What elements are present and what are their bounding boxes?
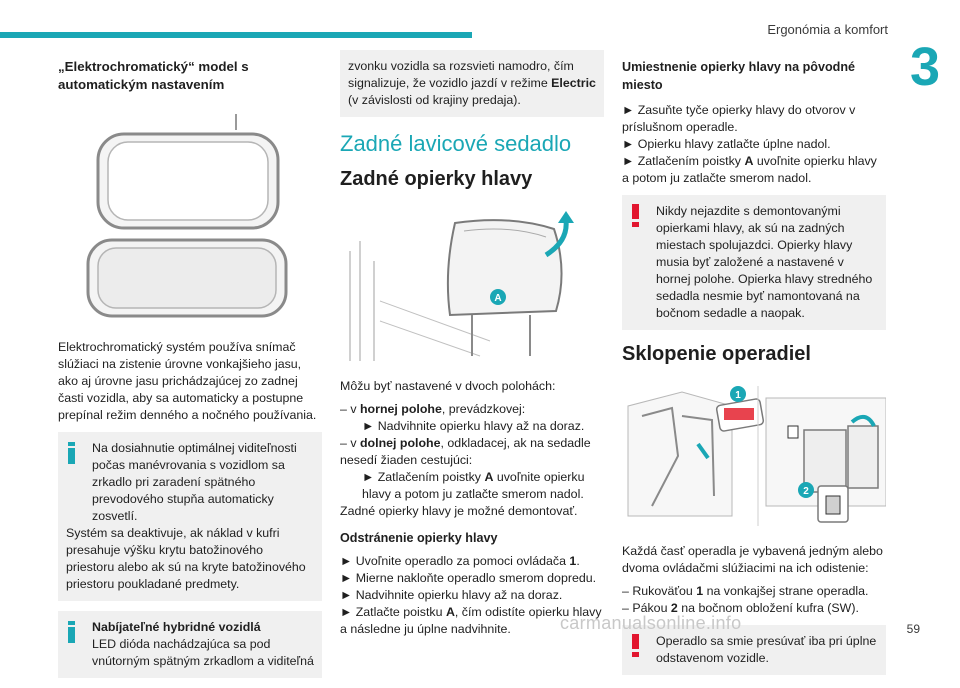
column-1 xyxy=(58,58,322,688)
rear-headrests-heading: Zadné opierky hlavy xyxy=(340,168,533,190)
section-title: Ergonómia a komfort xyxy=(767,22,888,37)
place-step-3: ► Zatlačením poistky A uvoľnite opierku hlavy a potom ju zatlačte smerom nadol. xyxy=(622,154,877,185)
fold-item-2: – Pákou 2 na bočnom obložení kufra (SW). xyxy=(622,601,859,615)
info-icon xyxy=(68,442,75,464)
rear-bench-heading: Zadné lavicové sedadlo xyxy=(340,131,572,156)
hybrid-title: Nabíjateľné hybridné vozidlá xyxy=(92,620,261,634)
column-3 xyxy=(622,58,886,685)
info-text-1: Na dosiahnutie optimálnej viditeľnosti počas manévrovania s vozidlom sa zrkadlo pri zaradení spätného prevodového stupňa automaticky zosvetlí. xyxy=(92,441,297,523)
positions-intro: Môžu byť nastavené v dvoch polohách: xyxy=(340,379,556,393)
info-box-hybrid xyxy=(58,611,322,678)
removal-step-2: ► Mierne nakloňte operadlo smerom dopredu. xyxy=(340,571,597,585)
fold-heading: Sklopenie operadiel xyxy=(622,343,811,365)
seat-fold-illustration xyxy=(622,386,886,526)
column-2 xyxy=(340,50,604,638)
lower-step: ► Zatlačením poistky A uvoľnite opierku hlavy a potom ju zatlačte smerom nadol. xyxy=(362,470,585,501)
removal-title: Odstránenie opierky hlavy xyxy=(340,531,498,545)
chapter-number: 3 xyxy=(909,37,940,97)
upper-step: ► Nadvihnite opierku hlavy až na doraz. xyxy=(362,419,585,433)
lower-position: – v dolnej polohe, odkladacej, ak na sedadle nesedí žiaden cestujúci: xyxy=(340,436,591,467)
info-text-2: Systém sa deaktivuje, ak náklad v kufri presahuje výšku krytu batožinového priestoru alebo ak sú na kryte batožinového priestoru poukladané predmety. xyxy=(66,526,306,591)
warning-text-headrest: Nikdy nejazdite s demontovanými opierkami hlavy, ak sú na zadných miestach spolujazdci. Opierky hlavy musia byť založené a nastavené v hornej polohe. Opierka hlavy stredného sedadla nesmie byť namontovaná na bočnom sedadle a naopak. xyxy=(656,204,873,320)
figure-label-1: 1 xyxy=(735,390,741,401)
removal-step-1: ► Uvoľnite operadlo za pomoci ovládača 1. xyxy=(340,554,580,568)
warning-icon xyxy=(632,634,639,658)
mirror-illustration xyxy=(58,112,322,322)
removal-step-3: ► Nadvihnite opierku hlavy až na doraz. xyxy=(340,588,563,602)
page-number: 59 xyxy=(906,622,920,636)
figure-label-2: 2 xyxy=(803,486,809,497)
fold-item-1: – Rukoväťou 1 na vonkajšej strane operadla. xyxy=(622,584,869,598)
warning-box-headrest xyxy=(622,195,886,330)
electric-box xyxy=(340,50,604,117)
place-step-2: ► Opierku hlavy zatlačte úplne nadol. xyxy=(622,137,831,151)
place-title: Umiestnenie opierky hlavy na pôvodné miesto xyxy=(622,60,856,92)
figure-label-a: A xyxy=(494,293,502,304)
watermark: carmanualsonline.info xyxy=(560,613,742,633)
place-step-1: ► Zasuňte tyče opierky hlavy do otvorov v príslušnom operadle. xyxy=(622,103,856,134)
info-box-mirror xyxy=(58,432,322,601)
header-accent-bar xyxy=(0,32,472,38)
mirror-description: Elektrochromatický systém používa snímač slúžiaci na zistenie úrovne vonkajšieho jasu, ako aj úrovne jasu prichádzajúcej zo zadnej časti vozidla, aby sa automaticky a postupne prepínal režim denného a nočného používania. xyxy=(58,340,317,422)
headrest-illustration xyxy=(340,211,604,361)
upper-position: – v hornej polohe, prevádzkovej: xyxy=(340,402,526,416)
fold-description: Každá časť operadla je vybavená jedným alebo dvoma ovládačmi slúžiacimi na ich odistenie: xyxy=(622,544,883,575)
warning-icon xyxy=(632,204,639,228)
removal-step-4: ► Zatlačte poistku A, čím odistíte opierku hlavy a následne ju úplne nadvihnite. xyxy=(340,605,602,636)
mirror-title: „Elektrochromatický“ model s automatickým nastavením xyxy=(58,59,249,92)
warning-text-fold: Operadlo sa smie presúvať iba pri úplne odstavenom vozidle. xyxy=(656,634,877,665)
removable-note: Zadné opierky hlavy je možné demontovať. xyxy=(340,504,578,518)
electric-text: zvonku vozidla sa rozsvieti namodro, čím signalizuje, že vozidlo jazdí v režime Electric (v závislosti od krajiny predaja). xyxy=(348,59,596,107)
hybrid-text: LED dióda nachádzajúca sa pod vnútorným spätným zrkadlom a viditeľná xyxy=(92,637,314,668)
